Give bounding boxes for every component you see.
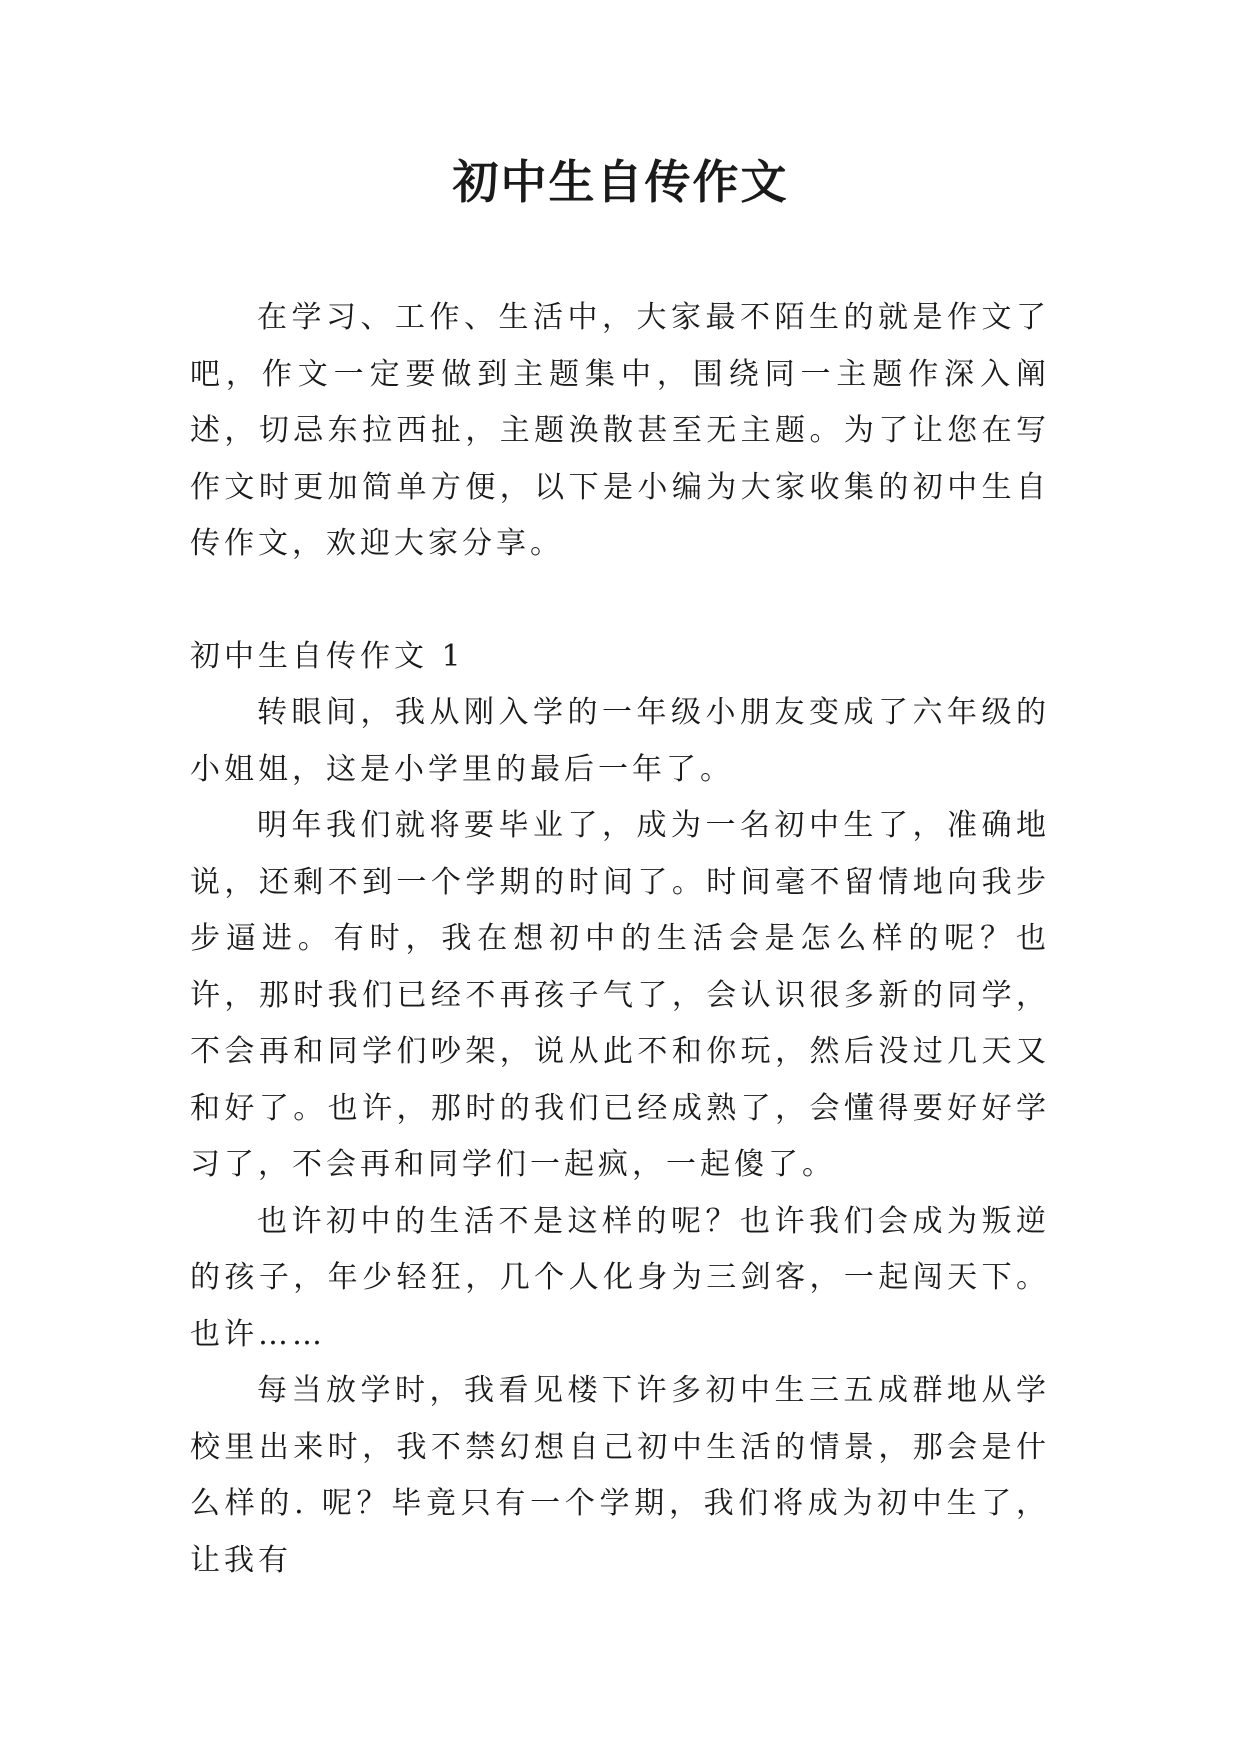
- body-paragraph-2: 明年我们就将要毕业了，成为一名初中生了，准确地说，还剩不到一个学期的时间了。时间毫不留情地向我步步逼进。有时，我在想初中的生活会是怎么样的呢？也许，那时我们已经不再孩子气了，会认识很多新的同学，不会再和同学们吵架，说从此不和你玩，然后没过几天又和好了。也许，那时的我们已经成熟了，会懂得要好好学习了，不会再和同学们一起疯，一起傻了。: [190, 808, 1050, 1182]
- body-paragraph-3: 也许初中的生活不是这样的呢？也许我们会成为叛逆的孩子，年少轻狂，几个人化身为三剑客，一起闯天下。也许……: [190, 1203, 1050, 1352]
- document-body: [190, 290, 1050, 1589]
- intro-paragraph: 在学习、工作、生活中，大家最不陌生的就是作文了吧，作文一定要做到主题集中，围绕同一主题作深入阐述，切忌东拉西扯，主题涣散甚至无主题。为了让您在写作文时更加简单方便，以下是小编为大家收集的初中生自传作文，欢迎大家分享。: [190, 300, 1050, 561]
- body-paragraph-1: 转眼间，我从刚入学的一年级小朋友变成了六年级的小姐姐，这是小学里的最后一年了。: [190, 695, 1050, 787]
- document-title: 初中生自传作文: [452, 155, 789, 209]
- body-paragraph-4: 每当放学时，我看见楼下许多初中生三五成群地从学校里出来时，我不禁幻想自己初中生活的情景，那会是什么样的. 呢？毕竟只有一个学期，我们将成为初中生了，让我有: [190, 1373, 1050, 1578]
- section-heading: 初中生自传作文 1: [190, 638, 465, 674]
